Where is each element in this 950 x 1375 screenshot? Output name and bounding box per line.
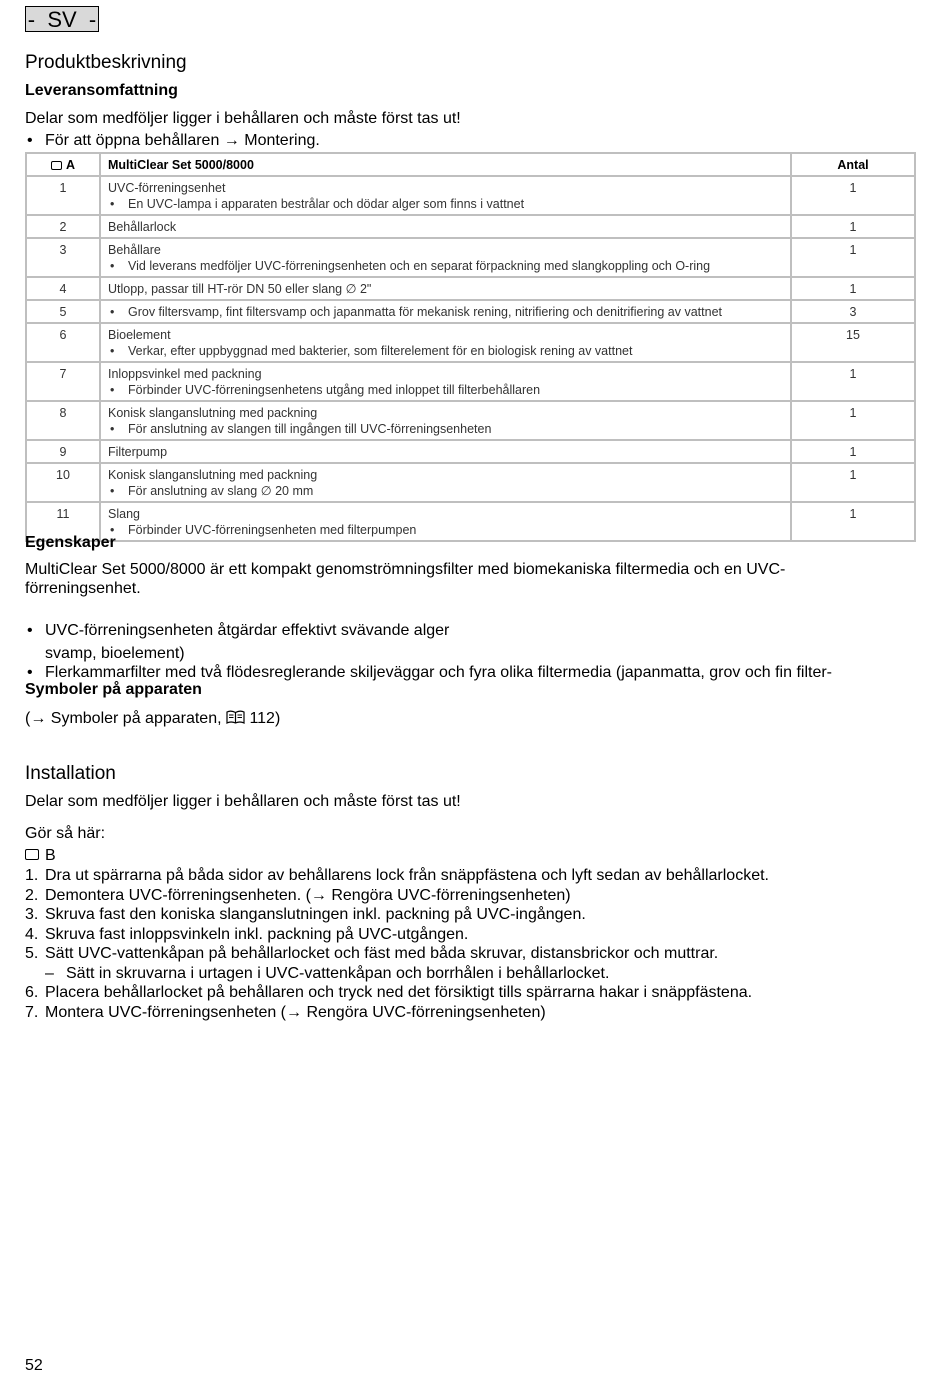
part-name: Behållare [108, 243, 161, 257]
installation-step [25, 925, 769, 945]
row-quantity-cell: 1 [791, 463, 915, 502]
step-number: 2. [25, 886, 39, 904]
book-icon [226, 710, 245, 724]
table-row [26, 401, 915, 440]
part-name: Bioelement [108, 328, 171, 342]
part-detail: • Grov filtersvamp, fint filtersvamp och japanmatta för mekanisk rening, nitrifiering och denitrifiering av vattnet [108, 304, 783, 320]
language-label: - SV - [25, 6, 99, 32]
installation-steps [25, 866, 769, 1022]
installation-step [25, 905, 769, 925]
table-row [26, 362, 915, 401]
step-text: Demontera UVC-förreningsenheten. (→ Rengöra UVC-förreningsenheten) [45, 886, 571, 904]
figure-frame-icon [51, 161, 62, 170]
installation-heading: Installation [25, 763, 116, 784]
part-name: Behållarlock [108, 220, 177, 234]
header-ref-cell [26, 153, 100, 176]
table-row [26, 463, 915, 502]
part-detail: • Verkar, efter uppbyggnad med bakterier, som filterelement för en biologisk rening av vattnet [108, 343, 783, 359]
features-intro-line2: förreningsenhet. [25, 580, 141, 597]
step-text: Dra ut spärrarna på båda sidor av behållarens lock från snäppfästena och lyft sedan av behållarlocket. [45, 867, 769, 884]
part-name: Slang [108, 507, 140, 521]
row-description-cell [100, 502, 791, 541]
part-name: UVC-förreningsenhet [108, 181, 226, 195]
row-number-cell: 2 [26, 215, 100, 238]
row-description-cell [100, 323, 791, 362]
step-text: Sätt UVC-vattenkåpan på behållarlocket och fäst med båda skruvar, distansbrickor och muttrar. [45, 945, 719, 962]
row-number-cell: 5 [26, 300, 100, 323]
row-quantity-cell: 1 [791, 502, 915, 541]
step-number: 3. [25, 906, 39, 923]
table-row [26, 323, 915, 362]
table-row [26, 300, 915, 323]
row-number-cell: 10 [26, 463, 100, 502]
step-number: 4. [25, 925, 39, 943]
installation-step [25, 886, 769, 906]
part-detail: • Förbinder UVC-förreningsenhetens utgång med inloppet till filterbehållaren [108, 382, 783, 398]
step-number: 1. [25, 867, 39, 884]
step-number: 5. [25, 945, 39, 962]
row-description-cell [100, 440, 791, 463]
row-quantity-cell: 1 [791, 401, 915, 440]
step-text: Montera UVC-förreningsenheten (→ Rengöra UVC-förreningsenheten) [45, 1003, 546, 1021]
header-qty-cell: Antal [791, 153, 915, 176]
row-number-cell: 6 [26, 323, 100, 362]
delivery-bullet: • För att öppna behållaren → Montering. [25, 131, 950, 150]
header-ref-label: A [65, 158, 76, 172]
header-name-cell: MultiClear Set 5000/8000 [100, 153, 791, 176]
part-name: Inloppsvinkel med packning [108, 367, 262, 381]
row-number-cell: 9 [26, 440, 100, 463]
part-detail: • Vid leverans medföljer UVC-förreningsenheten och en separat förpackning med slangkoppling och O-ring [108, 258, 783, 274]
row-quantity-cell: 3 [791, 300, 915, 323]
procedure-label: Gör så här: [25, 825, 106, 842]
step-text: Skruva fast inloppsvinkeln inkl. packning på UVC-utgången. [45, 925, 469, 943]
part-detail: • För anslutning av slang ∅ 20 mm [108, 483, 783, 499]
row-number-cell: 4 [26, 277, 100, 300]
installation-intro: Delar som medföljer ligger i behållaren och måste först tas ut! [25, 793, 461, 810]
step-text: Placera behållarlocket på behållaren och tryck ned det försiktigt tills spärrarna hakar i snäppfästena. [45, 984, 753, 1001]
row-description-cell [100, 277, 791, 300]
step-number: 6. [25, 984, 39, 1001]
parts-table [25, 152, 916, 542]
installation-step [25, 1003, 769, 1023]
table-row [26, 277, 915, 300]
row-description-cell [100, 401, 791, 440]
part-name: Konisk slanganslutning med packning [108, 468, 318, 482]
step-text: Skruva fast den koniska slanganslutningen inkl. packning på UVC-ingången. [45, 906, 586, 923]
figure-ref-b [25, 846, 56, 865]
figure-frame-icon [25, 849, 39, 860]
step-number: 7. [25, 1003, 39, 1021]
installation-step [25, 944, 769, 964]
part-name: Filterpump [108, 445, 168, 459]
row-quantity-cell: 1 [791, 238, 915, 277]
installation-step [25, 983, 769, 1003]
row-quantity-cell: 1 [791, 440, 915, 463]
row-number-cell: 8 [26, 401, 100, 440]
features-intro-line1: MultiClear Set 5000/8000 är ett kompakt genomströmningsfilter med biomekaniska filtermedia och en UVC- [25, 561, 786, 578]
row-description-cell [100, 362, 791, 401]
delivery-scope-heading: Leveransomfattning [25, 82, 178, 99]
table-row [26, 238, 915, 277]
features-heading: Egenskaper [25, 534, 116, 551]
table-row [26, 440, 915, 463]
part-detail: • En UVC-lampa i apparaten bestrålar och dödar alger som finns i vattnet [108, 196, 783, 212]
row-quantity-cell: 15 [791, 323, 915, 362]
features-bullet-multichamber-line1: • Flerkammarfilter med två flödesreglerande skiljeväggar och fyra olika filtermedia (japanmatta, grov och fin filter- [25, 663, 950, 682]
row-description-cell [100, 215, 791, 238]
row-quantity-cell: 1 [791, 176, 915, 215]
row-description-cell [100, 176, 791, 215]
installation-step [25, 866, 769, 886]
part-detail: • För anslutning av slangen till ingången till UVC-förreningsenheten [108, 421, 783, 437]
symbols-heading: Symboler på apparaten [25, 681, 202, 698]
row-description-cell [100, 300, 791, 323]
part-name: Utlopp, passar till HT-rör DN 50 eller slang ∅ 2" [108, 282, 372, 296]
parts-table-header [26, 153, 915, 176]
figure-ref-label: B [45, 847, 56, 864]
symbols-reference [25, 709, 280, 728]
row-description-cell [100, 463, 791, 502]
page-number: 52 [25, 1357, 43, 1374]
features-bullet-uvc: • UVC-förreningsenheten åtgärdar effektivt svävande alger [25, 621, 950, 640]
features-bullet-multichamber-line2: svamp, bioelement) [45, 645, 185, 662]
parts-table-body [26, 176, 915, 541]
part-detail: • Förbinder UVC-förreningsenheten med filterpumpen [108, 522, 783, 538]
row-number-cell: 7 [26, 362, 100, 401]
row-number-cell: 11 [26, 502, 100, 541]
installation-substep: – Sätt in skruvarna i urtagen i UVC-vattenkåpan och borrhålen i behållarlocket. [25, 964, 769, 984]
row-quantity-cell: 1 [791, 277, 915, 300]
row-number-cell: 3 [26, 238, 100, 277]
row-quantity-cell: 1 [791, 215, 915, 238]
table-row [26, 502, 915, 541]
delivery-text: Delar som medföljer ligger i behållaren och måste först tas ut! [25, 110, 461, 127]
symbols-ref-text: (→ Symboler på apparaten, [25, 710, 226, 727]
table-row [26, 176, 915, 215]
row-quantity-cell: 1 [791, 362, 915, 401]
product-description-heading: Produktbeskrivning [25, 52, 187, 73]
symbols-ref-page: 112) [245, 710, 281, 727]
row-number-cell: 1 [26, 176, 100, 215]
table-row [26, 215, 915, 238]
part-name: Konisk slanganslutning med packning [108, 406, 318, 420]
row-description-cell [100, 238, 791, 277]
